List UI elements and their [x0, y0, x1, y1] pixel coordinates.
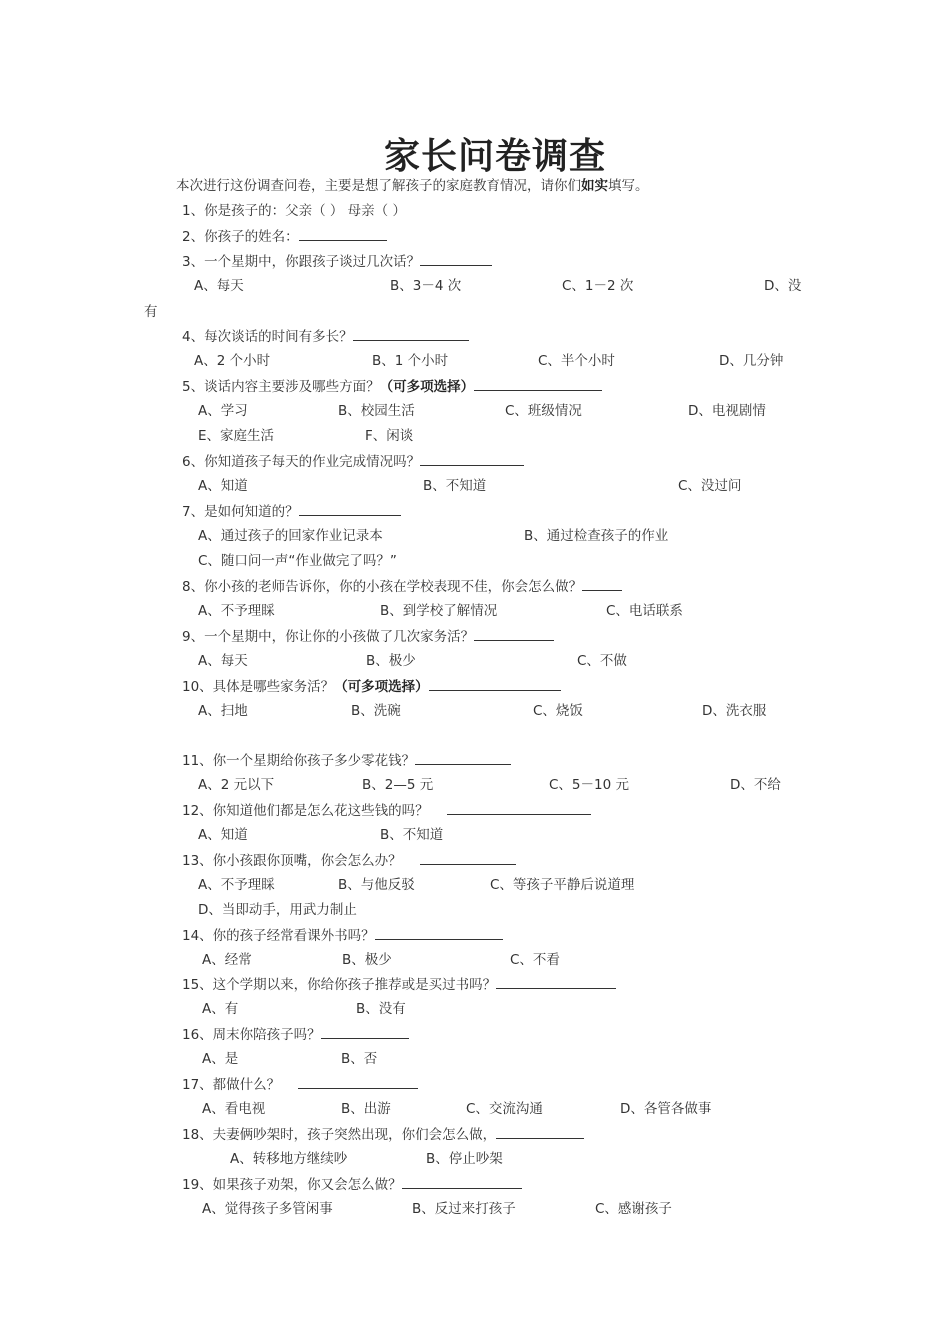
option[interactable]: C、随口问一声“作业做完了吗？”	[198, 553, 397, 569]
question-13	[182, 850, 516, 871]
option[interactable]: C、交流沟通	[466, 1101, 543, 1117]
option[interactable]: A、扫地	[198, 703, 248, 719]
question-6-text: 6、你知道孩子每天的作业完成情况吗？	[182, 454, 421, 470]
option[interactable]: D、没	[764, 278, 802, 294]
option[interactable]: A、2 元以下	[198, 777, 275, 793]
option[interactable]: A、不予理睬	[198, 603, 275, 619]
option[interactable]: B、没有	[356, 1001, 406, 1017]
page-title: 家长问卷调查	[383, 135, 606, 177]
option[interactable]: D、当即动手，用武力制止	[198, 902, 357, 918]
question-15	[182, 974, 616, 995]
option[interactable]: D、电视剧情	[688, 403, 766, 419]
answer-blank[interactable]	[298, 1074, 418, 1089]
option-wrap: 有	[144, 304, 158, 320]
option[interactable]: B、极少	[342, 952, 392, 968]
answer-blank[interactable]	[474, 376, 602, 391]
option[interactable]: C、不看	[510, 952, 560, 968]
option[interactable]: A、有	[202, 1001, 239, 1017]
question-17-text: 17、都做什么？	[182, 1077, 281, 1093]
answer-blank[interactable]	[420, 251, 492, 266]
option[interactable]: D、几分钟	[719, 353, 784, 369]
question-13-text: 13、你小孩跟你顶嘴，你会怎么办？	[182, 853, 402, 869]
option[interactable]: B、否	[341, 1051, 378, 1067]
question-14-text: 14、你的孩子经常看课外书吗？	[182, 928, 375, 944]
answer-blank[interactable]	[420, 850, 516, 865]
option[interactable]: A、转移地方继续吵	[230, 1151, 348, 1167]
answer-blank[interactable]	[474, 626, 554, 641]
option[interactable]: C、半个小时	[538, 353, 615, 369]
option[interactable]: A、每天	[194, 278, 244, 294]
question-7-text: 7、是如何知道的？	[182, 504, 299, 520]
answer-blank[interactable]	[299, 501, 401, 516]
question-11-text: 11、你一个星期给你孩子多少零花钱？	[182, 753, 416, 769]
option[interactable]: C、没过问	[678, 478, 742, 494]
question-19-text: 19、如果孩子劝架，你又会怎么做？	[182, 1177, 402, 1193]
option[interactable]: B、不知道	[423, 478, 487, 494]
question-4-text: 4、每次谈话的时间有多长？	[182, 329, 353, 345]
answer-blank[interactable]	[353, 326, 469, 341]
option[interactable]: A、是	[202, 1051, 239, 1067]
intro-before: 本次进行这份调查问卷，主要是想了解孩子的家庭教育情况，请你们	[176, 178, 581, 194]
answer-blank[interactable]	[402, 1174, 522, 1189]
option[interactable]: A、看电视	[202, 1101, 266, 1117]
answer-blank[interactable]	[429, 676, 561, 691]
answer-blank[interactable]	[447, 800, 591, 815]
option[interactable]: B、通过检查孩子的作业	[524, 528, 669, 544]
question-5	[182, 376, 602, 397]
question-9-text: 9、一个星期中，你让你的小孩做了几次家务活？	[182, 629, 475, 645]
question-11	[182, 750, 511, 771]
option[interactable]: C、电话联系	[606, 603, 683, 619]
option[interactable]: C、1－2 次	[562, 278, 634, 294]
question-10-text: 10、具体是哪些家务活？	[182, 679, 335, 695]
answer-blank[interactable]	[321, 1024, 409, 1039]
question-15-text: 15、这个学期以来，你给你孩子推荐或是买过书吗？	[182, 977, 497, 993]
answer-blank[interactable]	[582, 576, 622, 591]
option[interactable]: E、家庭生活	[198, 428, 275, 444]
question-12	[182, 800, 591, 821]
question-16-text: 16、周末你陪孩子吗？	[182, 1027, 321, 1043]
answer-blank[interactable]	[496, 1124, 584, 1139]
option[interactable]: B、1 个小时	[372, 353, 449, 369]
answer-blank[interactable]	[496, 974, 616, 989]
question-7	[182, 501, 401, 522]
question-2	[182, 226, 387, 247]
option[interactable]: A、学习	[198, 403, 248, 419]
answer-blank[interactable]	[420, 451, 524, 466]
question-19	[182, 1174, 522, 1195]
question-2-text: 2、你孩子的姓名：	[182, 229, 299, 245]
question-3	[182, 251, 492, 272]
option[interactable]: C、感谢孩子	[595, 1201, 672, 1217]
intro-emphasis: 如实	[581, 178, 608, 194]
question-14	[182, 925, 503, 946]
answer-blank[interactable]	[415, 750, 511, 765]
question-6	[182, 451, 524, 472]
option[interactable]: B、不知道	[380, 827, 444, 843]
question-10	[182, 676, 561, 697]
option[interactable]: F、闲谈	[365, 428, 414, 444]
question-17	[182, 1074, 418, 1095]
option[interactable]: D、洗衣服	[702, 703, 767, 719]
question-16	[182, 1024, 409, 1045]
option[interactable]: C、班级情况	[505, 403, 582, 419]
question-4	[182, 326, 469, 347]
option[interactable]: C、不做	[577, 653, 627, 669]
option[interactable]: B、3－4 次	[390, 278, 462, 294]
question-3-text: 3、一个星期中，你跟孩子谈过几次话？	[182, 254, 421, 270]
option[interactable]: B、出游	[341, 1101, 391, 1117]
option[interactable]: A、不予理睬	[198, 877, 275, 893]
option[interactable]: B、与他反驳	[338, 877, 415, 893]
option[interactable]: C、等孩子平静后说道理	[490, 877, 635, 893]
option[interactable]: B、2—5 元	[362, 777, 434, 793]
option[interactable]: A、知道	[198, 478, 248, 494]
answer-blank[interactable]	[375, 925, 503, 940]
option[interactable]: D、各管各做事	[620, 1101, 712, 1117]
question-9	[182, 626, 554, 647]
question-18	[182, 1124, 584, 1145]
option[interactable]: A、每天	[198, 653, 248, 669]
option[interactable]: B、洗碗	[351, 703, 401, 719]
answer-blank[interactable]	[299, 226, 387, 241]
option[interactable]: B、反过来打孩子	[412, 1201, 516, 1217]
option[interactable]: B、极少	[366, 653, 416, 669]
question-18-text: 18、夫妻俩吵架时，孩子突然出现，你们会怎么做，	[182, 1127, 497, 1143]
option[interactable]: B、到学校了解情况	[380, 603, 498, 619]
option[interactable]: A、通过孩子的回家作业记录本	[198, 528, 383, 544]
option[interactable]: B、停止吵架	[426, 1151, 503, 1167]
option[interactable]: D、不给	[730, 777, 781, 793]
option[interactable]: C、烧饭	[533, 703, 583, 719]
question-1: 1、你是孩子的：父亲（ ） 母亲（ ）	[182, 203, 406, 219]
option[interactable]: A、2 个小时	[194, 353, 271, 369]
question-8	[182, 576, 622, 597]
question-5-text: 5、谈话内容主要涉及哪些方面？	[182, 379, 380, 395]
option[interactable]: C、5－10 元	[549, 777, 629, 793]
intro-text	[176, 176, 649, 196]
intro-after: 填写。	[608, 178, 649, 194]
option[interactable]: B、校园生活	[338, 403, 415, 419]
option[interactable]: A、觉得孩子多管闲事	[202, 1201, 333, 1217]
option[interactable]: A、经常	[202, 952, 252, 968]
multi-select-note: （可多项选择）	[379, 379, 475, 395]
question-8-text: 8、你小孩的老师告诉你，你的小孩在学校表现不佳，你会怎么做？	[182, 579, 583, 595]
option[interactable]: A、知道	[198, 827, 248, 843]
question-12-text: 12、你知道他们都是怎么花这些钱的吗？	[182, 803, 429, 819]
multi-select-note: （可多项选择）	[334, 679, 429, 695]
